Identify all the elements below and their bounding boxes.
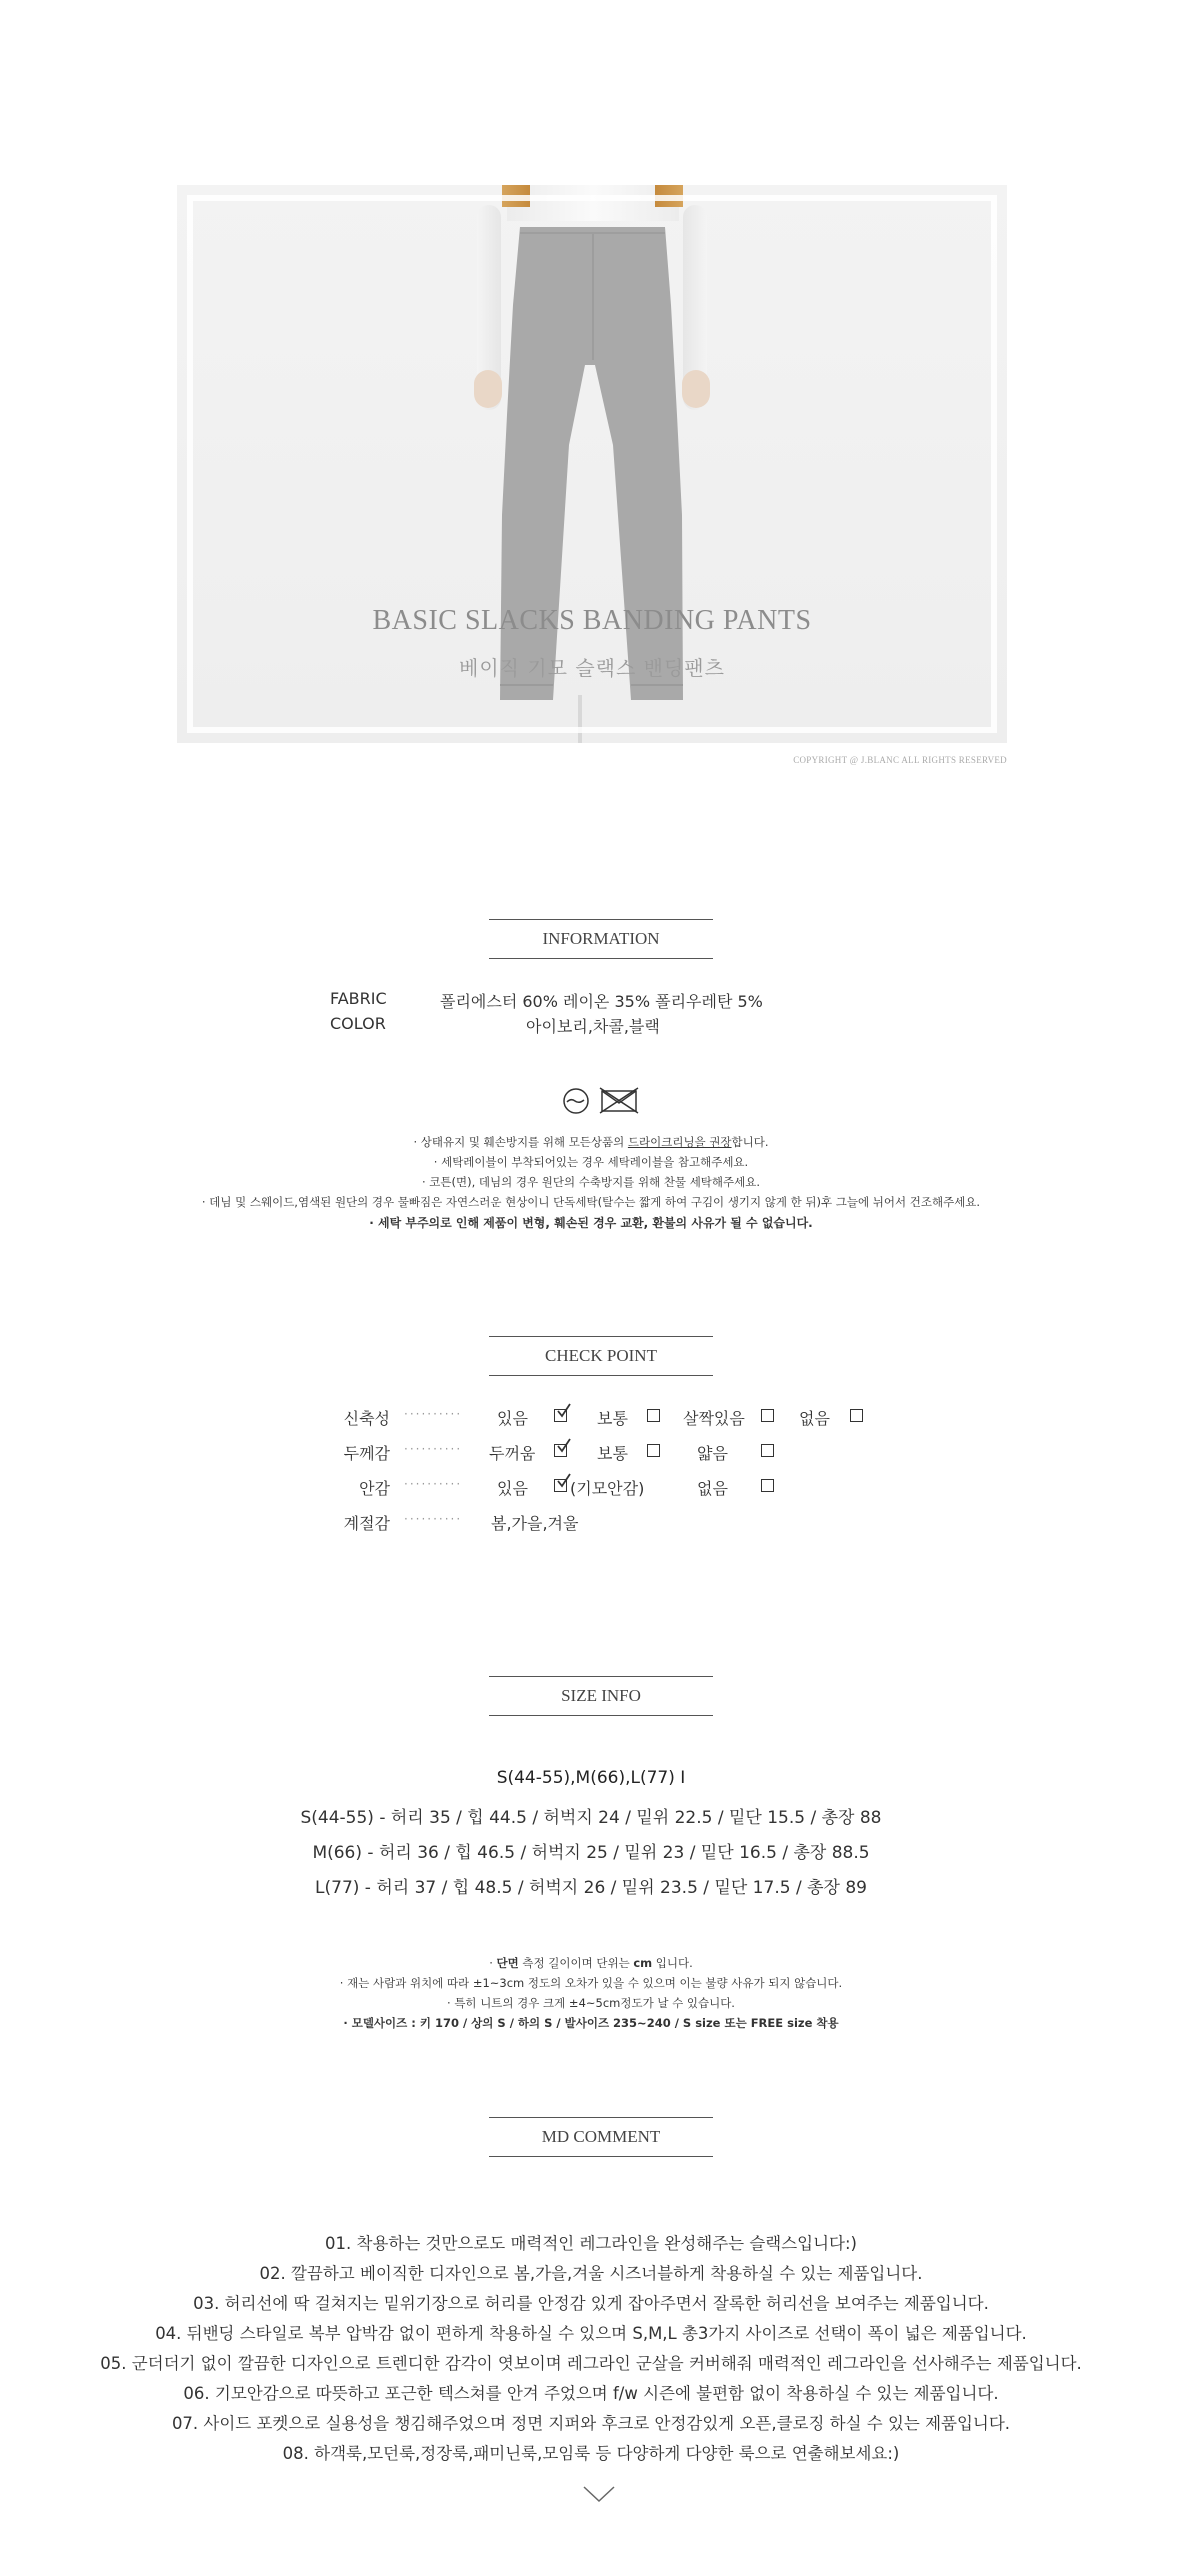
product-subtitle: 베이직 기모 슬랙스 밴딩팬츠 <box>459 656 725 680</box>
fabric-value: 폴리에스터 60% 레이온 35% 폴리우레탄 5% <box>440 992 763 1011</box>
md-comment-line: 06. 기모안감으로 따뜻하고 포근한 텍스쳐를 안겨 주었으며 f/w 시즌에 불편함 없이 착용하실 수 있는 제품입니다. <box>183 2384 999 2403</box>
size-row: L(77) - 허리 37 / 힙 48.5 / 허벅지 26 / 밑위 23.5 / 밑단 17.5 / 총장 89 <box>315 1878 867 1898</box>
no-tumble-dry-icon <box>600 1088 638 1113</box>
size-info-heading: SIZE INFO <box>489 1676 713 1716</box>
chevron-down-icon[interactable] <box>582 2484 616 2504</box>
copyright-text: COPYRIGHT @ J.BLANC ALL RIGHTS RESERVED <box>793 755 1007 765</box>
product-hero-image <box>177 185 1007 743</box>
md-comment-line: 01. 착용하는 것만으로도 매력적인 레그라인을 완성해주는 슬랙스입니다:) <box>325 2234 857 2253</box>
checkbox <box>761 1479 774 1492</box>
md-comment-heading: MD COMMENT <box>489 2117 713 2157</box>
product-title: BASIC SLACKS BANDING PANTS <box>372 605 812 636</box>
fabric-label: FABRIC <box>330 989 387 1008</box>
cp-label-lining: 안감 <box>359 1479 390 1498</box>
checkbox <box>761 1444 774 1457</box>
cp-dots: ·········· <box>404 1512 463 1526</box>
size-note: · 단면 측정 길이이며 단위는 cm 입니다. <box>489 1956 693 1970</box>
care-note: · 상태유지 및 훼손방지를 위해 모든상품의 드라이크리닝을 권장합니다. <box>413 1135 769 1149</box>
cp-option: 없음 <box>697 1479 728 1498</box>
cp-option: 없음 <box>799 1409 830 1428</box>
size-note: · 특히 니트의 경우 크게 ±4~5cm정도가 날 수 있습니다. <box>447 1996 735 2010</box>
checkmark-icon <box>556 1403 572 1419</box>
care-note: · 코튼(면), 데님의 경우 원단의 수축방지를 위해 찬물 세탁해주세요. <box>421 1175 760 1189</box>
size-note: · 재는 사람과 위치에 따라 ±1~3cm 정도의 오차가 있을 수 있으며 이는 불량 사유가 되지 않습니다. <box>339 1976 843 1990</box>
color-label: COLOR <box>330 1014 386 1033</box>
check-point-heading: CHECK POINT <box>489 1336 713 1376</box>
cp-option: 두꺼움 <box>489 1444 536 1463</box>
color-value: 아이보리,차콜,블랙 <box>526 1017 660 1036</box>
cp-option: 살짝있음 <box>683 1409 745 1428</box>
md-comment-line: 03. 허리선에 딱 걸쳐지는 밑위기장으로 허리를 안정감 있게 잡아주면서 잘록한 허리선을 보여주는 제품입니다. <box>193 2294 989 2313</box>
cp-dots: ·········· <box>404 1477 463 1491</box>
checkbox <box>647 1409 660 1422</box>
care-note: · 데님 및 스웨이드,염색된 원단의 경우 물빠짐은 자연스러운 현상이니 단독세탁(탈수는 짧게 하여 구김이 생기지 않게 한 뒤)후 그늘에 뉘어서 건조해주세요. <box>201 1195 981 1209</box>
checkbox <box>761 1409 774 1422</box>
checkbox <box>647 1444 660 1457</box>
md-comment-line: 05. 군더더기 없이 깔끔한 디자인으로 트렌디한 감각이 엿보이며 레그라인 군살을 커버해줘 매력적인 레그라인을 선사해주는 제품입니다. <box>100 2354 1082 2373</box>
size-row: S(44-55) - 허리 35 / 힙 44.5 / 허벅지 24 / 밑위 22.5 / 밑단 15.5 / 총장 88 <box>300 1808 882 1828</box>
md-comment-line: 04. 뒤밴딩 스타일로 복부 압박감 없이 편하게 착용하실 수 있으며 S,M,L 총3가지 사이즈로 선택이 폭이 넓은 제품입니다. <box>155 2324 1027 2343</box>
care-note: · 세탁레이블이 부착되어있는 경우 세탁레이블을 참고해주세요. <box>433 1155 749 1169</box>
information-heading: INFORMATION <box>489 919 713 959</box>
cp-option-note: (기모안감) <box>570 1479 645 1498</box>
cp-season-value: 봄,가을,겨울 <box>491 1514 579 1533</box>
cp-label-season: 계절감 <box>343 1514 390 1533</box>
cp-option: 얇음 <box>697 1444 728 1463</box>
checkbox <box>850 1409 863 1422</box>
md-comment-line: 08. 하객룩,모던룩,정장룩,패미닌룩,모임룩 등 다양하게 다양한 룩으로 연출해보세요:) <box>282 2444 900 2463</box>
cp-option: 있음 <box>497 1479 528 1498</box>
cp-option: 보통 <box>597 1444 628 1463</box>
md-comment-line: 02. 깔끔하고 베이직한 디자인으로 봄,가을,겨울 시즈너블하게 착용하실 수 있는 제품입니다. <box>259 2264 923 2283</box>
cp-dots: ·········· <box>404 1407 463 1421</box>
checkmark-icon <box>556 1438 572 1454</box>
cp-label-thickness: 두께감 <box>343 1444 390 1463</box>
cp-label-elasticity: 신축성 <box>343 1409 390 1428</box>
cp-option: 있음 <box>497 1409 528 1428</box>
size-title: S(44-55),M(66),L(77) I <box>496 1768 686 1788</box>
care-warning: · 세탁 부주의로 인해 제품이 변형, 훼손된 경우 교환, 환불의 사유가 될 수 없습니다. <box>369 1216 813 1230</box>
cp-option: 보통 <box>597 1409 628 1428</box>
wash-by-hand-icon <box>564 1089 588 1113</box>
care-icons <box>562 1086 642 1116</box>
md-comment-line: 07. 사이드 포켓으로 실용성을 챙김해주었으며 정면 지퍼와 후크로 안정감있게 오픈,클로징 하실 수 있는 제품입니다. <box>171 2414 1011 2433</box>
cp-dots: ·········· <box>404 1442 463 1456</box>
model-size-note: · 모델사이즈 : 키 170 / 상의 S / 하의 S / 발사이즈 235~240 / S size 또는 FREE size 착용 <box>343 2016 839 2030</box>
size-row: M(66) - 허리 36 / 힙 46.5 / 허벅지 25 / 밑위 23 / 밑단 16.5 / 총장 88.5 <box>312 1843 870 1863</box>
